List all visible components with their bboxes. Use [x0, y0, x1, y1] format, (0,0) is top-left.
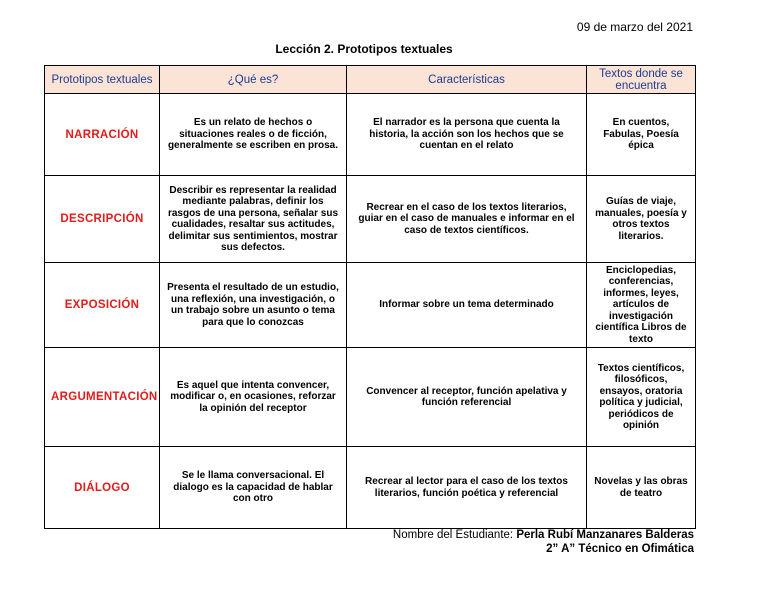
definition-cell: Es un relato de hechos o situaciones reales o de ficción, generalmente se escriben en prosa. — [160, 94, 347, 176]
prototype-cell: DESCRIPCIÓN — [45, 176, 160, 263]
prototype-cell: DIÁLOGO — [45, 447, 160, 529]
texts-cell: Novelas y las obras de teatro — [587, 447, 696, 529]
texts-cell: Enciclopedias, conferencias, informes, leyes, artículos de investigación científica Libros de texto — [587, 263, 696, 348]
column-header: Características — [347, 66, 587, 94]
table-row — [45, 348, 696, 447]
characteristics-cell: Informar sobre un tema determinado — [347, 263, 587, 348]
characteristics-cell: Recrear al lector para el caso de los textos literarios, función poética y referencial — [347, 447, 587, 529]
definition-cell: Describir es representar la realidad mediante palabras, definir los rasgos de una persona, señalar sus cualidades, resaltar sus actitudes, delimitar sus sentimientos, mostrar sus defectos. — [160, 176, 347, 263]
document-date: 09 de marzo del 2021 — [576, 20, 693, 34]
definition-cell: Es aquel que intenta convencer, modificar o, en ocasiones, reforzar la opinión del receptor — [160, 348, 347, 447]
texts-cell: Guías de viaje, manuales, poesía y otros textos literarios. — [587, 176, 696, 263]
document-title: Lección 2. Prototipos textuales — [275, 42, 453, 56]
student-name-line — [300, 529, 694, 541]
table-row — [45, 447, 696, 529]
student-name: Perla Rubí Manzanares Balderas — [516, 529, 694, 541]
texts-cell: En cuentos, Fabulas, Poesía épica — [587, 94, 696, 176]
table-row — [45, 176, 696, 263]
column-header: Prototipos textuales — [45, 66, 160, 94]
characteristics-cell: Recrear en el caso de los textos literarios, guiar en el caso de manuales e informar en el caso de textos científicos. — [347, 176, 587, 263]
characteristics-cell: Convencer al receptor, función apelativa y función referencial — [347, 348, 587, 447]
definition-cell: Se le llama conversacional. El dialogo es la capacidad de hablar con otro — [160, 447, 347, 529]
prototypes-table — [44, 65, 696, 529]
prototype-cell: EXPOSICIÓN — [45, 263, 160, 348]
texts-cell: Textos científicos, filosóficos, ensayos, oratoria política y judicial, periódicos de opinión — [587, 348, 696, 447]
student-group: 2” A” Técnico en Ofimática — [546, 543, 694, 555]
prototype-cell: ARGUMENTACIÓN — [45, 348, 160, 447]
table-row — [45, 94, 696, 176]
table-row — [45, 263, 696, 348]
definition-cell: Presenta el resultado de un estudio, una reflexión, una investigación, o un trabajo sobre un asunto o tema para que lo conozcas — [160, 263, 347, 348]
prototype-cell: NARRACIÓN — [45, 94, 160, 176]
characteristics-cell: El narrador es la persona que cuenta la historia, la acción son los hechos que se cuentan en el relato — [347, 94, 587, 176]
column-header: Textos donde se encuentra — [587, 66, 696, 94]
student-label: Nombre del Estudiante: — [392, 529, 514, 541]
student-group-line — [300, 543, 694, 555]
column-header: ¿Qué es? — [160, 66, 347, 94]
table-header-row — [45, 66, 696, 94]
